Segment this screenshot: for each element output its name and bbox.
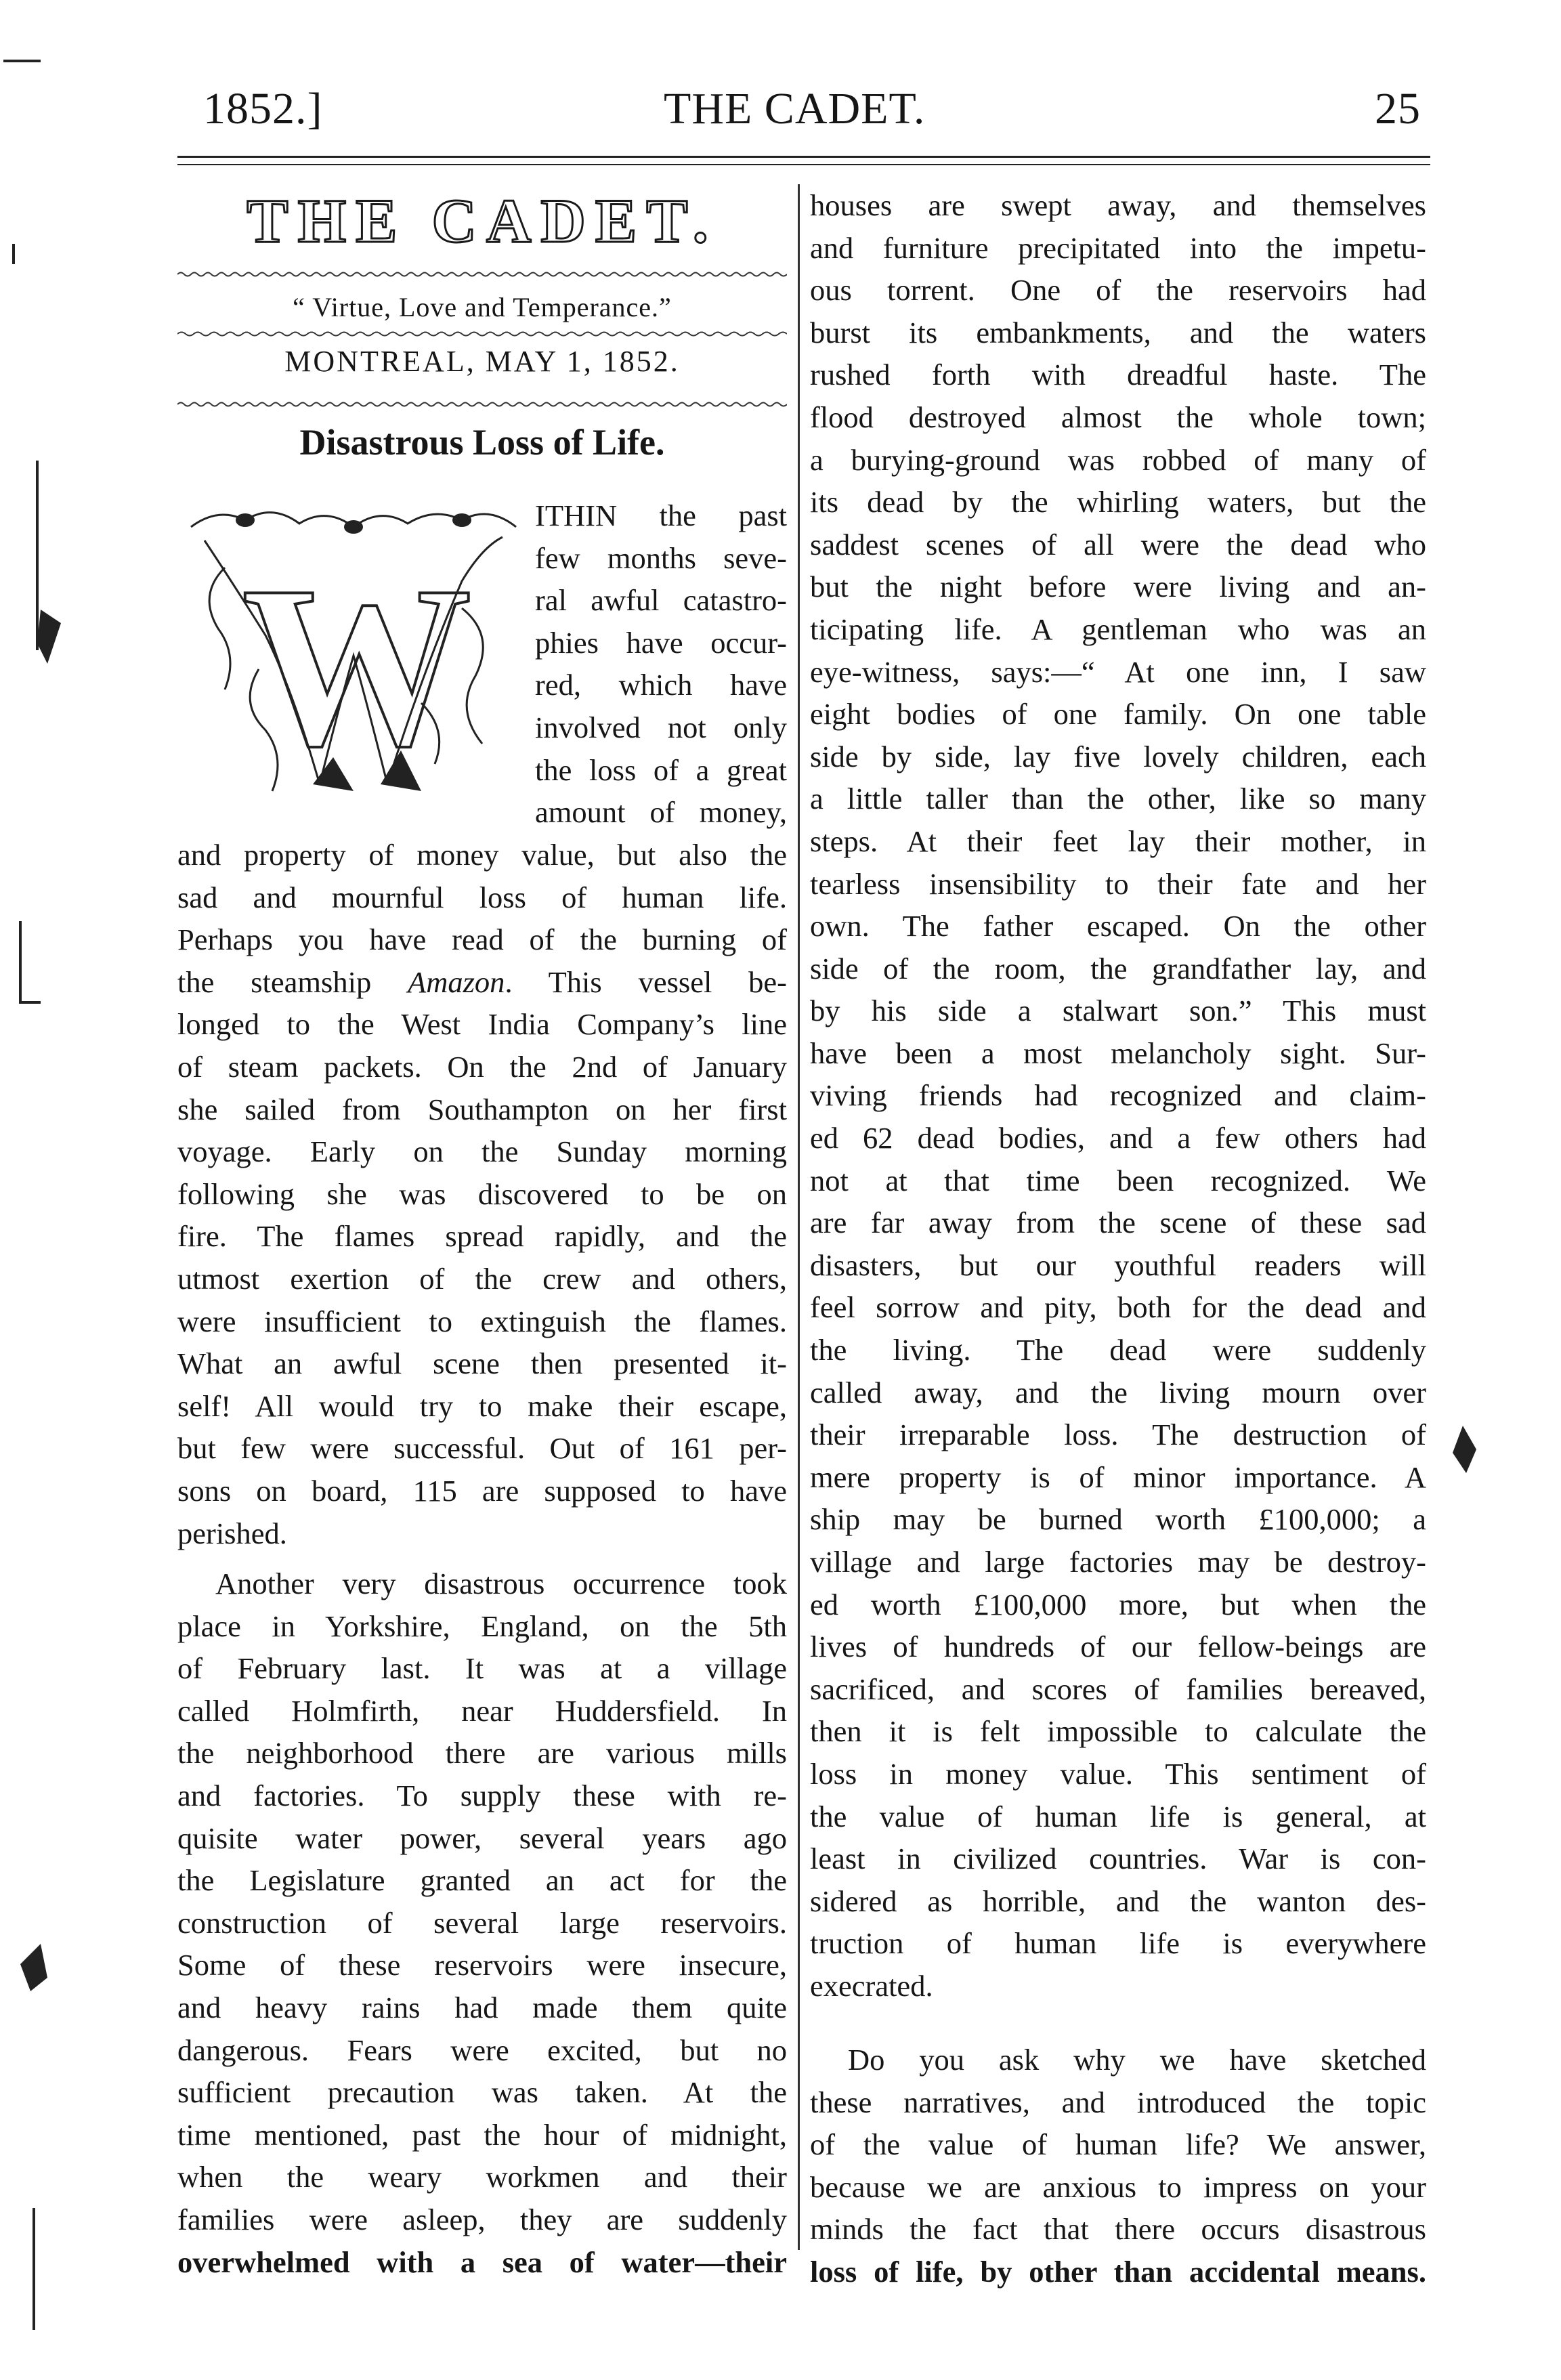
text-line: Do you ask why we have sketched (848, 2043, 1426, 2077)
text-line: execrated. (810, 1968, 933, 2003)
text-line: were insufficient to extinguish the flames. (177, 1304, 787, 1338)
text-line: Some of these reservoirs were insecure, (177, 1948, 787, 1982)
page-number: 25 (1375, 84, 1421, 133)
text-line: Perhaps you have read of the burning of (177, 922, 787, 957)
text-line: eight bodies of one family. On one table (810, 697, 1426, 731)
text-line: fire. The flames spread rapidly, and the (177, 1219, 787, 1254)
text-line: dangerous. Fears were excited, but no (177, 2033, 787, 2067)
text-line: few months seve- (535, 540, 787, 575)
text-line: because we are anxious to impress on your (810, 2169, 1426, 2204)
text-line: steps. At their feet lay their mother, in (810, 824, 1426, 858)
masthead-motto: “ Virtue, Love and Temperance.” (293, 292, 672, 322)
header-rule-thin (177, 164, 1430, 165)
text-line: time mentioned, past the hour of midnight, (177, 2117, 787, 2152)
left-column-paragraph-1 (177, 834, 787, 1554)
text-line: of February last. It was at a village (177, 1651, 787, 1686)
ship-name: Amazon (408, 964, 505, 999)
text-line: loss of life, by other than accidental means. (810, 2254, 1426, 2289)
text-line: voyage. Early on the Sunday morning (177, 1134, 787, 1169)
text-line: red, which have (535, 668, 787, 702)
text-line: not at that time been recognized. We (810, 1163, 1426, 1197)
text-line: a little taller than the other, like so many (810, 782, 1426, 816)
text-line: rushed forth with dreadful haste. The (810, 358, 1426, 392)
text-line: the value of human life is general, at (810, 1799, 1426, 1833)
text-line: but the night before were living and an- (810, 570, 1426, 604)
text-line: least in civilized countries. War is con- (810, 1842, 1426, 1876)
text-line: then it is felt impossible to calculate the (810, 1714, 1426, 1749)
masthead-title: THE CADET. (247, 186, 718, 255)
masthead-dateline: MONTREAL, MAY 1, 1852. (284, 345, 680, 378)
text-line: ticipating life. A gentleman who was an (810, 612, 1426, 646)
text-line: village and large factories may be destroy- (810, 1545, 1426, 1579)
text-line: and property of money value, but also the (177, 838, 787, 872)
column-divider (798, 184, 800, 2250)
text-line: of steam packets. On the 2nd of January (177, 1049, 787, 1084)
text-line: the loss of a great (535, 752, 787, 787)
running-header-title: THE CADET. (664, 84, 926, 133)
text-line: loss in money value. This sentiment of (810, 1756, 1426, 1791)
text-line: ship may be burned worth £100,000; a (810, 1502, 1426, 1537)
dropcap-letter: W (242, 538, 472, 794)
text-line: and furniture precipitated into the impetu- (810, 230, 1426, 265)
text-line: utmost exertion of the crew and others, (177, 1261, 787, 1296)
text-line: houses are swept away, and themselves (810, 188, 1426, 222)
text-line: What an awful scene then presented it- (177, 1346, 787, 1381)
article-headline: Disastrous Loss of Life. (299, 422, 665, 463)
wavy-rule (177, 401, 787, 408)
dropcap-text-block (535, 494, 787, 834)
text-line: she sailed from Southampton on her first (177, 1092, 787, 1126)
text-line: ed 62 dead bodies, and a few others had (810, 1121, 1426, 1155)
text-line: phies have occur- (535, 625, 787, 660)
text-line: the neighborhood there are various mills (177, 1736, 787, 1770)
text-line: sons on board, 115 are supposed to have (177, 1473, 787, 1508)
text-line: truction of human life is everywhere (810, 1926, 1426, 1961)
decorative-dropcap (177, 500, 530, 818)
text-line: side of the room, the grandfather lay, and (810, 951, 1426, 985)
text-line: self! All would try to make their escape, (177, 1388, 787, 1423)
text-line: a burying-ground was robbed of many of (810, 442, 1426, 477)
text-line: ed worth £100,000 more, but when the (810, 1587, 1426, 1621)
text-line: ral awful catastro- (535, 583, 787, 618)
text-line: sufficient precaution was taken. At the (177, 2075, 787, 2110)
text-line: burst its embankments, and the waters (810, 315, 1426, 349)
text-line: of the value of human life? We answer, (810, 2127, 1426, 2162)
text-line: sidered as horrible, and the wanton des- (810, 1884, 1426, 1918)
text-line: perished. (177, 1516, 287, 1550)
text-line: viving friends had recognized and claim- (810, 1078, 1426, 1113)
text-line: involved not only (535, 710, 787, 744)
text-line: place in Yorkshire, England, on the 5th (177, 1609, 787, 1643)
text-line: these narratives, and introduced the topic (810, 2085, 1426, 2119)
text-line: eye-witness, says:—“ At one inn, I saw (810, 654, 1426, 689)
text-line: families were asleep, they are suddenly (177, 2202, 787, 2236)
text-line: its dead by the whirling waters, but the (810, 485, 1426, 519)
wavy-rule (177, 331, 787, 337)
text-line: feel sorrow and pity, both for the dead and (810, 1290, 1426, 1325)
margin-scan-marks (0, 41, 81, 2343)
text-line: are far away from the scene of these sad (810, 1206, 1426, 1240)
text-line: side by side, lay five lovely children, each (810, 739, 1426, 773)
text-line: tearless insensibility to their fate and her (810, 866, 1426, 901)
text-line: Another very disastrous occurrence took (215, 1567, 787, 1600)
text-line: but few were successful. Out of 161 per- (177, 1431, 787, 1466)
right-column-paragraph-2 (810, 2039, 1426, 2293)
text-line: longed to the West India Company’s line (177, 1007, 787, 1042)
text-line: and heavy rains had made them quite (177, 1990, 787, 2024)
text-line: sad and mournful loss of human life. (177, 880, 787, 914)
text-line: ITHIN the past (535, 498, 787, 532)
text-line: flood destroyed almost the whole town; (810, 400, 1426, 434)
text-line: overwhelmed with a sea of water—their (177, 2245, 787, 2279)
text-line: amount of money, (535, 795, 787, 830)
text-line: called Holmfirth, near Huddersfield. In (177, 1693, 787, 1728)
text-line: have been a most melancholy sight. Sur- (810, 1036, 1426, 1070)
text-line: disasters, but our youthful readers will (810, 1248, 1426, 1282)
text-line: quisite water power, several years ago (177, 1821, 787, 1855)
text-line: called away, and the living mourn over (810, 1375, 1426, 1409)
text-line: saddest scenes of all were the dead who (810, 527, 1426, 561)
text-line: when the weary workmen and their (177, 2160, 787, 2194)
text-line: minds the fact that there occurs disastrous (810, 2212, 1426, 2247)
text-line: and factories. To supply these with re- (177, 1778, 787, 1812)
text-line: the Legislature granted an act for the (177, 1863, 787, 1898)
text-line: following she was discovered to be on (177, 1176, 787, 1211)
text-line: ous torrent. One of the reservoirs had (810, 273, 1426, 307)
wavy-rule (177, 271, 787, 278)
masthead-blackletter (177, 177, 787, 265)
text-line: by his side a stalwart son.” This must (810, 994, 1426, 1028)
text-line: lives of hundreds of our fellow-beings are (810, 1630, 1426, 1664)
header-rule (177, 156, 1430, 158)
text-line: the steamship Amazon. This vessel be- (177, 964, 787, 999)
margin-ink-blot (1442, 1422, 1483, 1476)
text-line: sacrificed, and scores of families bereaved, (810, 1672, 1426, 1706)
text-line: own. The father escaped. On the other (810, 909, 1426, 943)
text-line: their irreparable loss. The destruction of (810, 1418, 1426, 1452)
right-column-paragraph-1 (810, 184, 1426, 2007)
running-header-year: 1852.] (203, 84, 323, 133)
left-column-paragraph-2 (177, 1563, 787, 2283)
text-line: mere property is of minor importance. A (810, 1460, 1426, 1494)
text-line: construction of several large reservoirs. (177, 1905, 787, 1940)
text-line: the living. The dead were suddenly (810, 1333, 1426, 1367)
